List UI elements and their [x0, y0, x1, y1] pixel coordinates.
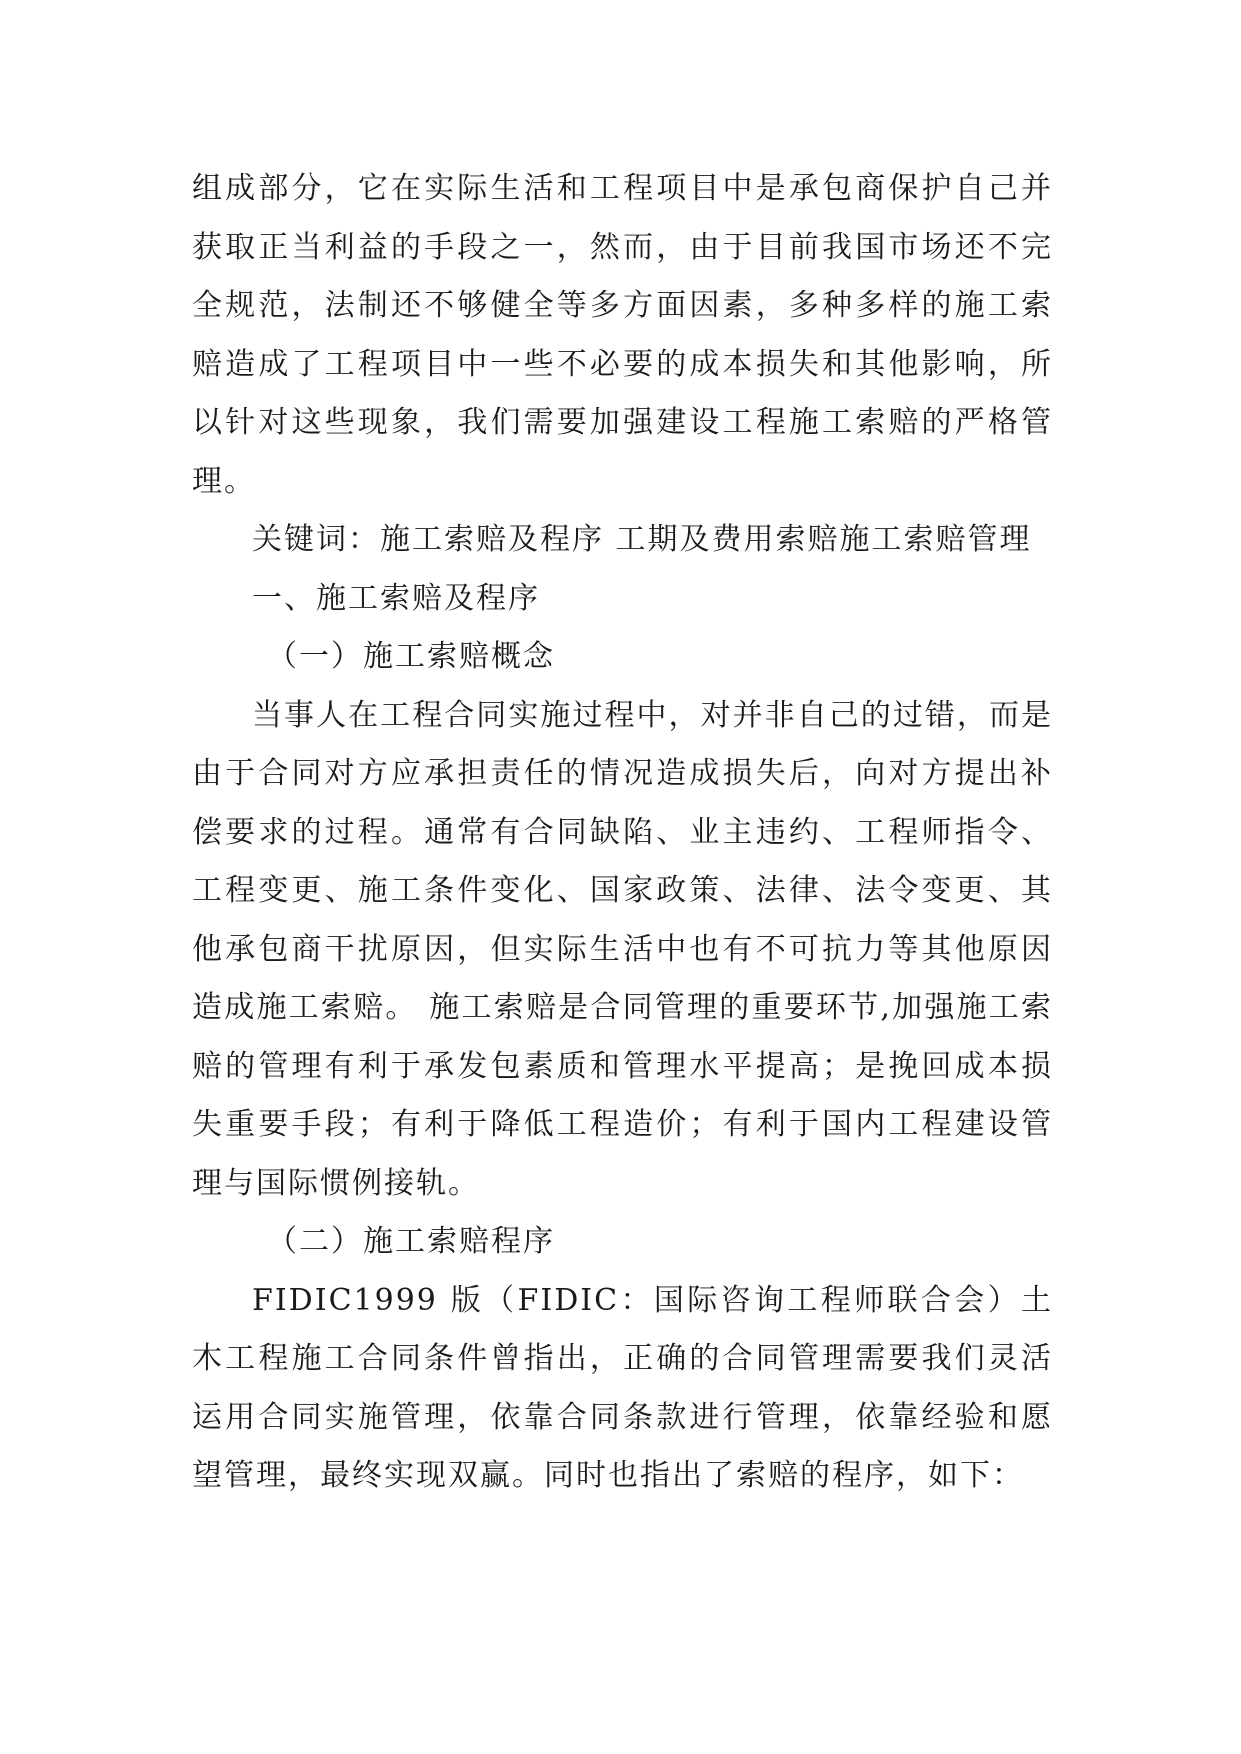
document-body	[192, 160, 1053, 1506]
procedure-paragraph: FIDIC1999 版（FIDIC：国际咨询工程师联合会）土木工程施工合同条件曾指出，正确的合同管理需要我们灵活运用合同实施管理，依靠合同条款进行管理，依靠经验和愿望管理，最终实现双赢。同时也指出了索赔的程序，如下：	[192, 1282, 1053, 1493]
section-title: 一、施工索赔及程序	[252, 580, 540, 616]
concept-paragraph: 当事人在工程合同实施过程中，对并非自己的过错，而是由于合同对方应承担责任的情况造成损失后，向对方提出补偿要求的过程。通常有合同缺陷、业主违约、工程师指令、工程变更、施工条件变化、国家政策、法律、法令变更、其他承包商干扰原因，但实际生活中也有不可抗力等其他原因造成施工索赔。 施工索赔是合同管理的重要环节,加强施工索赔的管理有利于承发包素质和管理水平提高；是挽回成本损失重要手段；有利于降低工程造价；有利于国内工程建设管理与国际惯例接轨。	[192, 697, 1053, 1201]
subsection-title-concept: （一）施工索赔概念	[267, 639, 555, 674]
subsection-title-procedure: （二）施工索赔程序	[267, 1224, 555, 1259]
abstract-paragraph: 组成部分，它在实际生活和工程项目中是承包商保护自己并获取正当利益的手段之一，然而，由于目前我国市场还不完全规范，法制还不够健全等多方面因素，多种多样的施工索赔造成了工程项目中一些不必要的成本损失和其他影响，所以针对这些现象，我们需要加强建设工程施工索赔的严格管理。	[192, 171, 1053, 499]
keywords-paragraph: 关键词：施工索赔及程序 工期及费用索赔施工索赔管理	[252, 522, 1032, 557]
